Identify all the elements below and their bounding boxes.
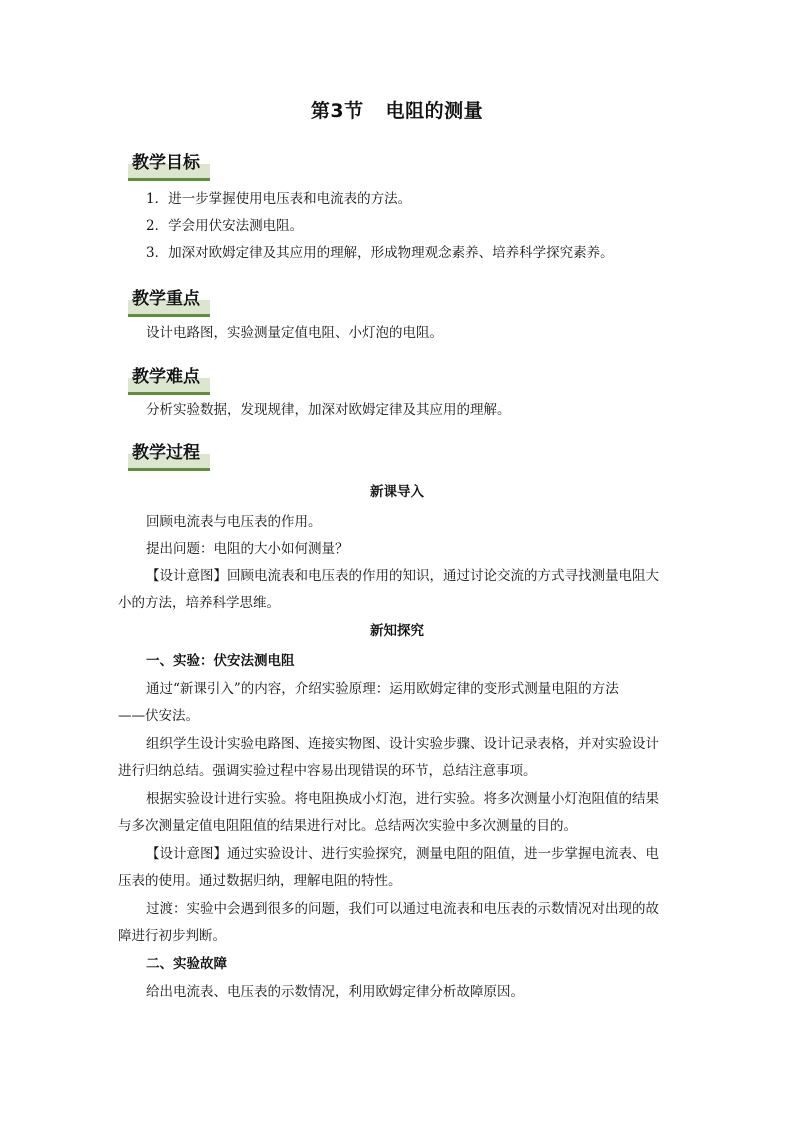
paragraph-line: 进行归纳总结。强调实验过程中容易出现错误的环节，总结注意事项。 <box>118 763 537 779</box>
page-title <box>0 96 794 123</box>
paragraph-line: 通过“新课引入”的内容，介绍实验原理：运用欧姆定律的变形式测量电阻的方法 <box>146 681 619 697</box>
paragraph-line: 小的方法，培养科学思维。 <box>118 595 280 611</box>
goal-item-3: 3．加深对欧姆定律及其应用的理解，形成物理观念素养、培养科学探究素养。 <box>146 245 614 261</box>
goal-item-2: 2．学会用伏安法测电阻。 <box>146 218 304 234</box>
paragraph-line: 回顾电流表与电压表的作用。 <box>146 514 322 530</box>
subheading-explore: 新知探究 <box>370 623 424 639</box>
paragraph-line: 过渡：实验中会遇到很多的问题，我们可以通过电流表和电压表的示数情况对出现的故 <box>146 901 659 917</box>
paragraph-line: 根据实验设计进行实验。将电阻换成小灯泡，进行实验。将多次测量小灯泡阻值的结果 <box>146 791 659 807</box>
paragraph-line: 【设计意图】通过实验设计、进行实验探究，测量电阻的阻值，进一步掌握电流表、电 <box>146 846 659 862</box>
paragraph-line: 压表的使用。通过数据归纳，理解电阻的特性。 <box>118 873 402 889</box>
subheading-experiment-1: 一、实验：伏安法测电阻 <box>146 653 295 669</box>
title-topic: 电阻的测量 <box>385 100 484 122</box>
subheading-intro: 新课导入 <box>370 484 424 500</box>
paragraph-line: ——伏安法。 <box>118 708 199 724</box>
goal-item-1: 1．进一步掌握使用电压表和电流表的方法。 <box>146 191 412 207</box>
section-heading-key-points: 教学重点 <box>128 286 200 316</box>
paragraph-line: 给出电流表、电压表的示数情况，利用欧姆定律分析故障原因。 <box>146 984 524 1000</box>
paragraph-line: 组织学生设计实验电路图、连接实物图、设计实验步骤、设计记录表格，并对实验设计 <box>146 736 659 752</box>
section-heading-difficulties: 教学难点 <box>128 364 200 394</box>
paragraph-line: 【设计意图】回顾电流表和电压表的作用的知识，通过讨论交流的方式寻找测量电阻大 <box>146 568 659 584</box>
paragraph-line: 提出问题：电阻的大小如何测量？ <box>146 541 349 557</box>
key-points-text: 设计电路图，实验测量定值电阻、小灯泡的电阻。 <box>146 325 443 341</box>
section-heading-process: 教学过程 <box>128 440 200 470</box>
difficulties-text: 分析实验数据，发现规律，加深对欧姆定律及其应用的理解。 <box>146 402 511 418</box>
paragraph-line: 障进行初步判断。 <box>118 928 226 944</box>
section-heading-goals: 教学目标 <box>128 150 200 180</box>
paragraph-line: 与多次测量定值电阻阻值的结果进行对比。总结两次实验中多次测量的目的。 <box>118 818 577 834</box>
subheading-experiment-2: 二、实验故障 <box>146 956 227 972</box>
title-section-number: 第3节 <box>310 100 364 122</box>
